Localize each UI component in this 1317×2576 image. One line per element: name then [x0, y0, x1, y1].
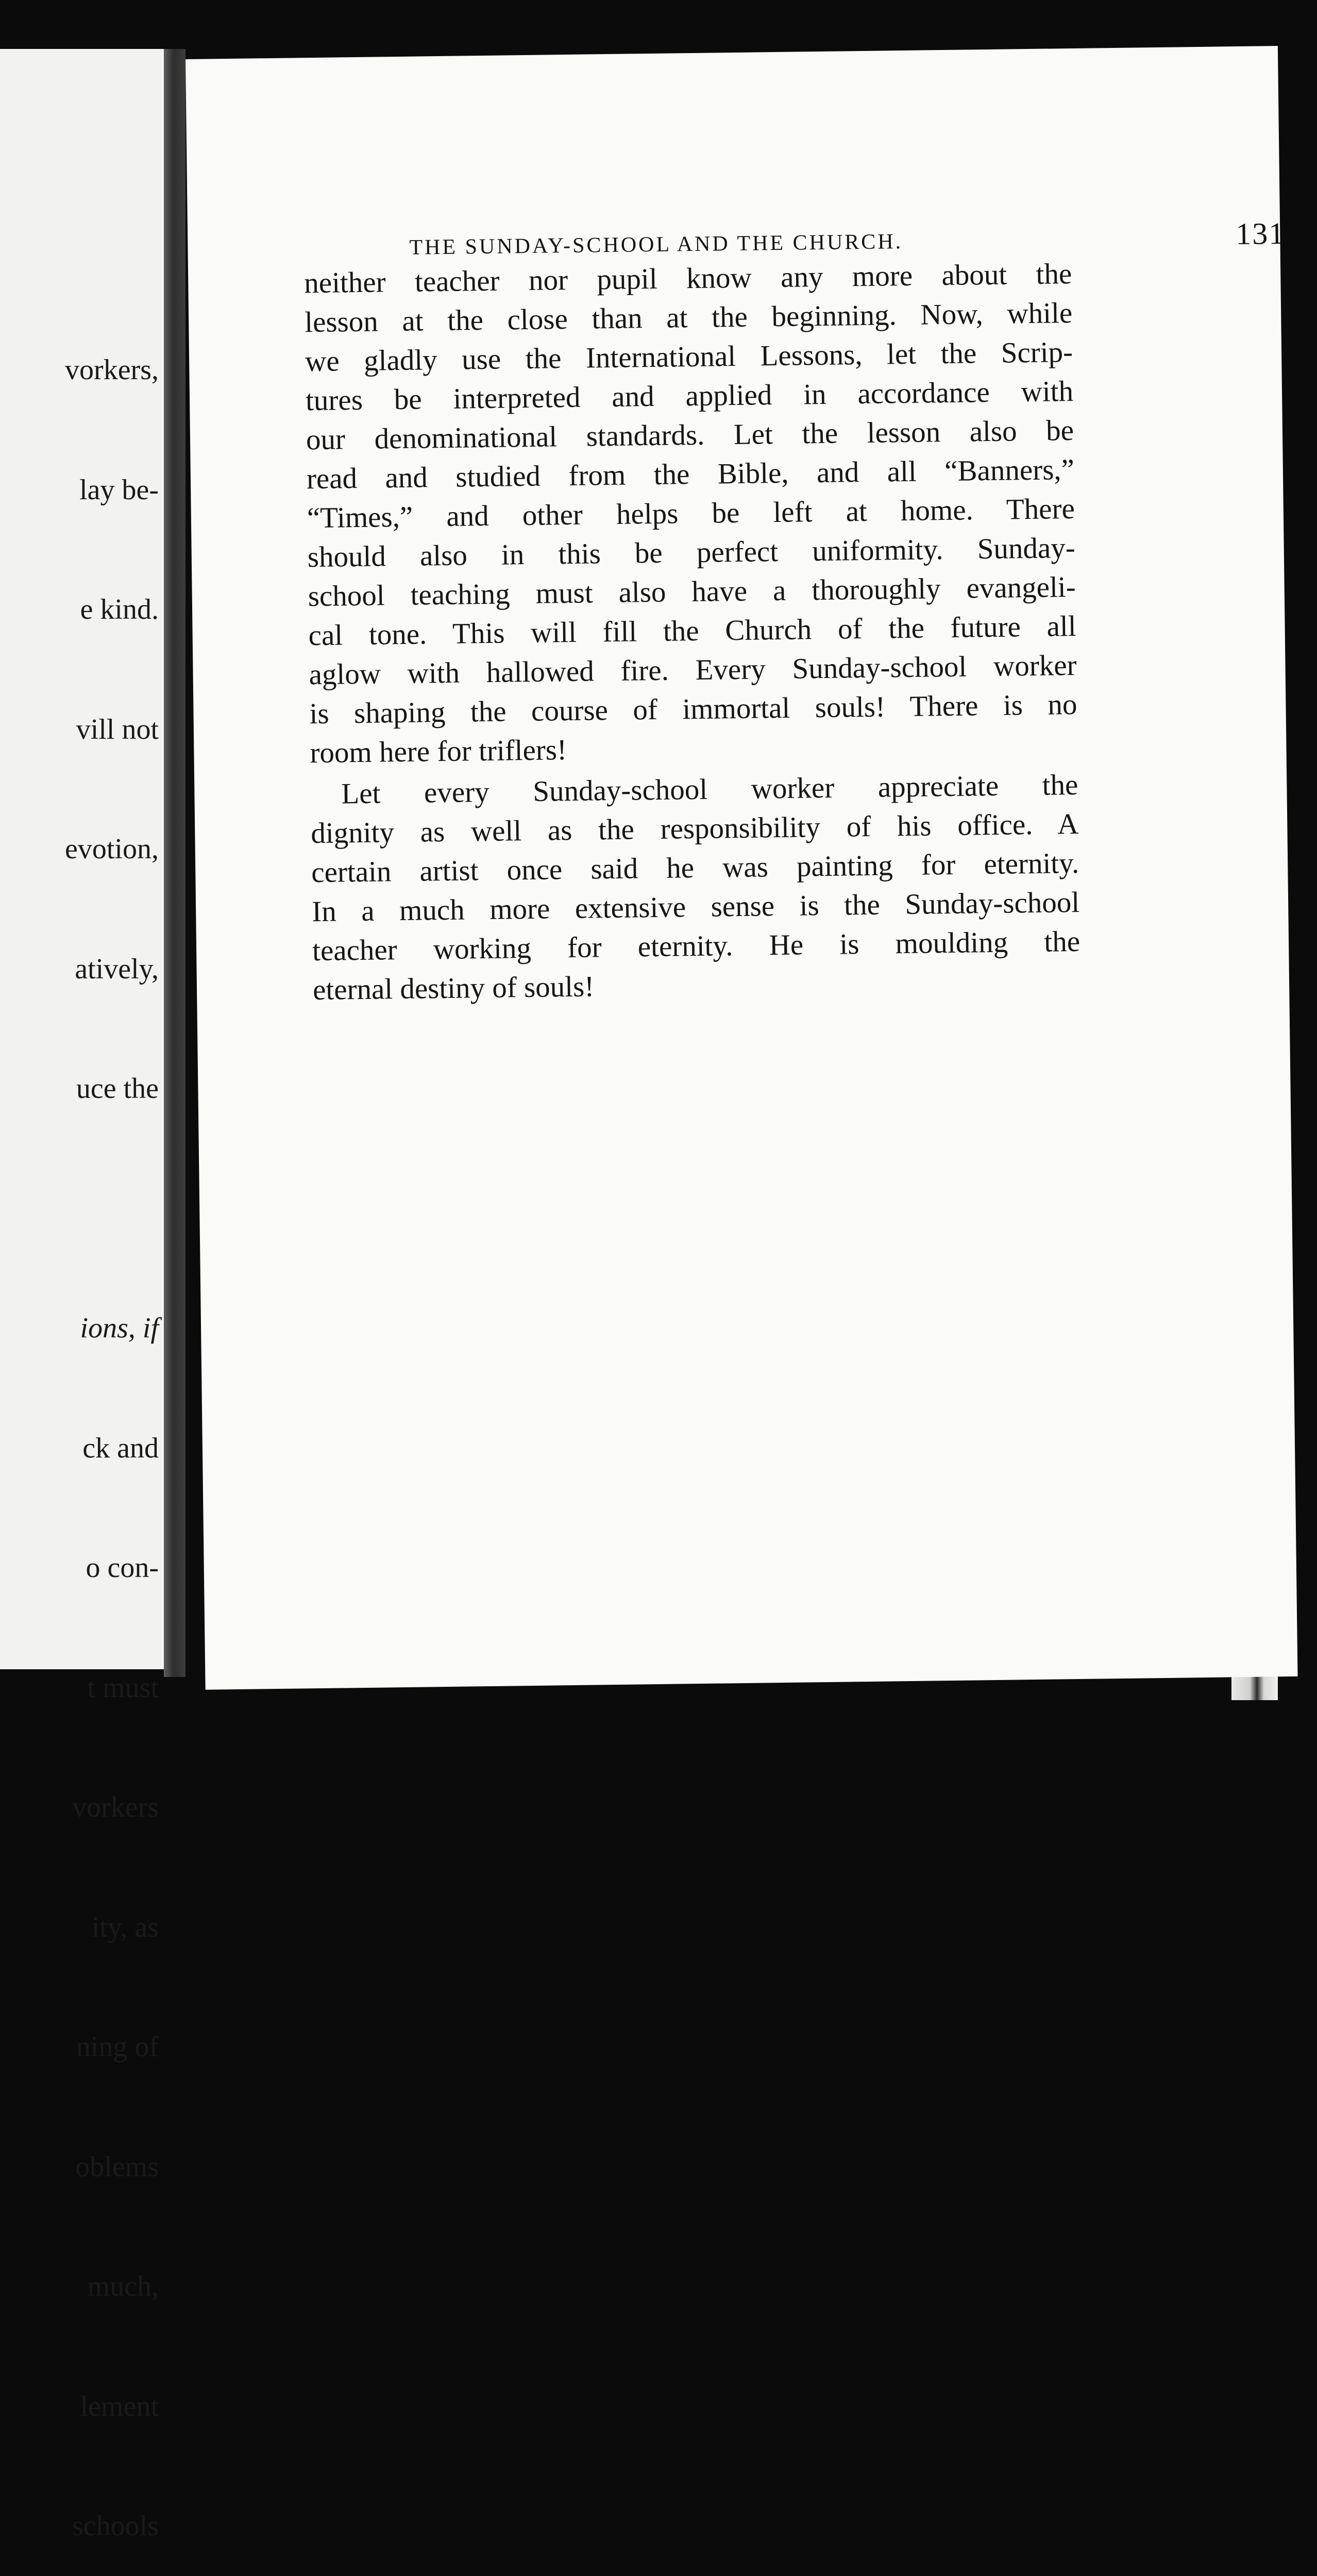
left-line: schools	[72, 2510, 159, 2542]
left-line: o con-	[86, 1552, 159, 1584]
left-line: vorkers	[72, 1791, 159, 1823]
left-line: ions, if	[80, 1312, 159, 1344]
page-number: 131	[1235, 216, 1286, 251]
paragraph-2	[310, 766, 1080, 1010]
text-line: we gladly use the International Lessons, let the Scrip-	[305, 336, 1073, 378]
text-line: teacher working for eternity. He is moulding the	[312, 925, 1080, 968]
text-line: In a much more extensive sense is the Sunday-school	[311, 886, 1080, 928]
text-line: certain artist once said he was painting for eternity.	[311, 846, 1079, 889]
text-line: read and studied from the Bible, and all “Banners,”	[306, 453, 1075, 496]
text-line: lesson at the close than at the beginning. Now, while	[304, 297, 1073, 339]
running-head-title: THE SUNDAY-SCHOOL AND THE CHURCH.	[409, 230, 903, 260]
left-page-text	[0, 270, 159, 2576]
text-line: aglow with hallowed fire. Every Sunday-school worker	[309, 649, 1077, 691]
right-page	[185, 46, 1298, 1690]
left-line: ning of	[76, 2031, 159, 2063]
left-line: ity, as	[91, 1911, 159, 1943]
text-line: dignity as well as the responsibility of his office. A	[310, 807, 1079, 850]
left-line: vill not	[76, 713, 159, 745]
text-line: Let every Sunday-school worker appreciate the	[341, 768, 1078, 810]
paragraph-1	[304, 255, 1078, 773]
left-line: lement	[80, 2390, 159, 2422]
text-line: tures be interpreted and applied in accordance with	[305, 375, 1074, 417]
text-line: our denominational standards. Let the lesson also be	[306, 414, 1074, 456]
text-line: should also in this be perfect uniformity. Sunday-	[307, 531, 1076, 574]
running-head	[409, 216, 1286, 262]
left-line: ck and	[82, 1432, 159, 1464]
text-line: eternal destiny of souls!	[312, 970, 595, 1007]
text-line: is shaping the course of immortal souls! There is no	[309, 688, 1077, 731]
left-line: e kind.	[80, 594, 159, 625]
left-line: t must	[87, 1671, 159, 1704]
left-line: oblems	[75, 2150, 159, 2183]
text-line: “Times,” and other helps be left at home. There	[307, 492, 1075, 535]
left-line: atively,	[75, 953, 159, 985]
text-line: neither teacher nor pupil know any more about the	[303, 258, 1072, 300]
left-line: evotion,	[65, 833, 159, 865]
book-gutter	[164, 49, 185, 1677]
left-line: vorkers,	[65, 354, 159, 386]
left-line: lay be-	[79, 473, 159, 506]
left-line	[0, 1189, 159, 1229]
left-line: much,	[87, 2270, 159, 2302]
text-line: room here for triflers!	[310, 734, 567, 770]
left-line: uce the	[76, 1073, 159, 1105]
text-line: cal tone. This will fill the Church of the future all	[308, 609, 1076, 652]
text-line: school teaching must also have a thoroughly evangeli-	[308, 570, 1076, 613]
left-page	[0, 49, 164, 2542]
body-text	[304, 255, 1081, 1010]
